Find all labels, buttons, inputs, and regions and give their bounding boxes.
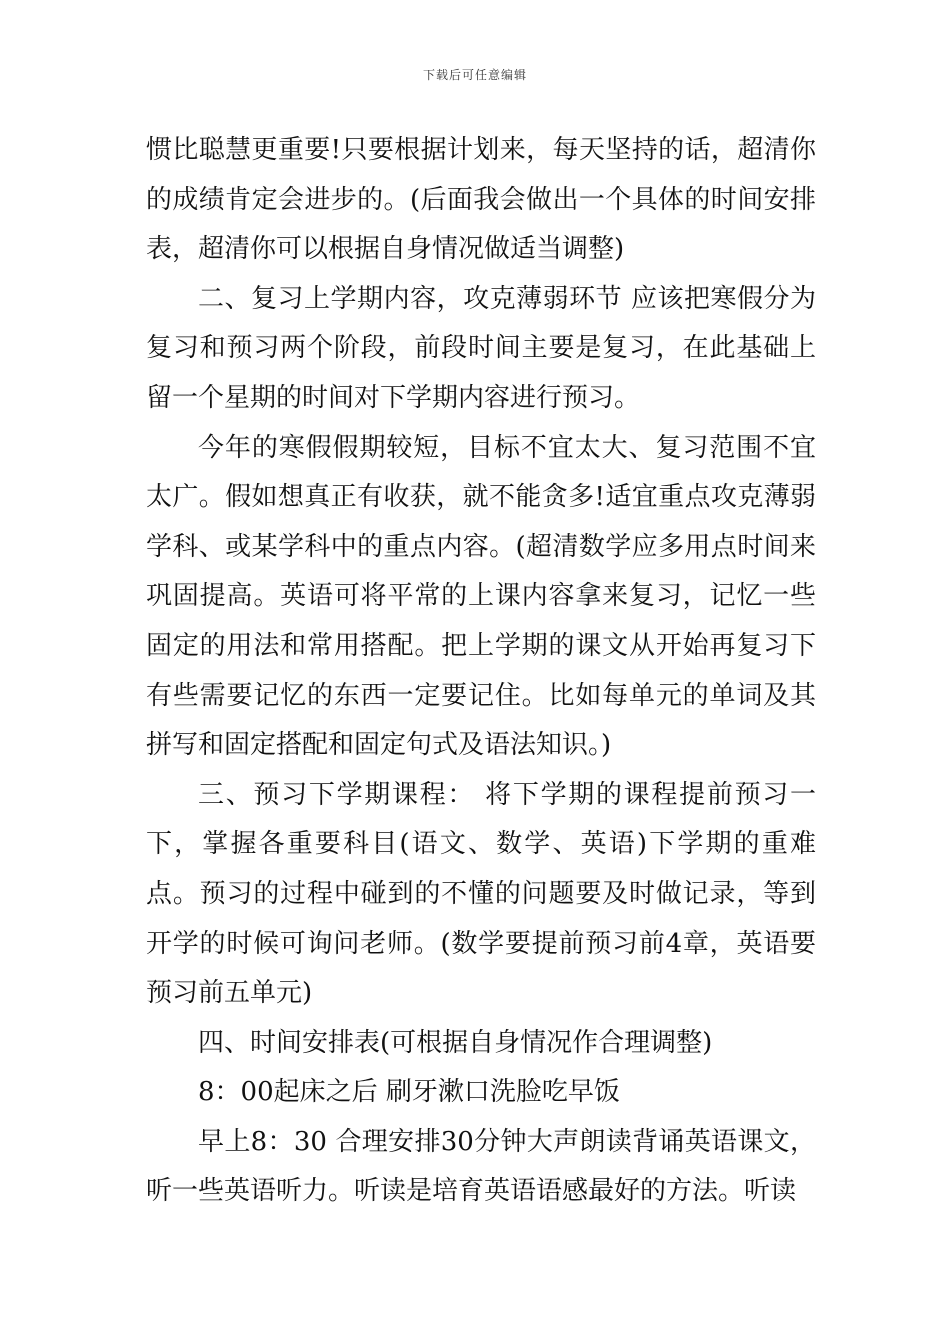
paragraph-schedule-heading: 四、时间安排表(可根据自身情况作合理调整): [198, 1027, 713, 1058]
document-body: [146, 126, 816, 1217]
paragraph-schedule-0800: 8：00起床之后 刷牙漱口洗脸吃早饭: [198, 1077, 620, 1108]
page-header: 下载后可任意编辑: [422, 68, 527, 82]
paragraph-preview-section: 三、预习下学期课程： 将下学期的课程提前预习一下，掌握各重要科目(语文、数学、英语)下学期的重难点。预习的过程中碰到的不懂的问题要及时做记录，等到开学的时候可询问老师。(数学要提前预习前4章，英语要预习前五单元): [146, 779, 816, 1009]
paragraph-review-section: 二、复习上学期内容，攻克薄弱环节 应该把寒假分为复习和预习两个阶段，前段时间主要是复习，在此基础上留一个星期的时间对下学期内容进行预习。: [146, 283, 816, 413]
paragraph-short-holiday: 今年的寒假假期较短，目标不宜太大、复习范围不宜太广。假如想真正有收获，就不能贪多!适宜重点攻克薄弱学科、或某学科中的重点内容。(超清数学应多用点时间来巩固提高。英语可将平常的上课内容拿来复习，记忆一些固定的用法和常用搭配。把上学期的课文从开始再复习下有些需要记忆的东西一定要记住。比如每单元的单词及其拼写和固定搭配和固定句式及语法知识。): [146, 432, 816, 761]
paragraph-schedule-0830: 早上8：30 合理安排30分钟大声朗读背诵英语课文，听一些英语听力。听读是培育英语语感最好的方法。听读: [146, 1126, 816, 1207]
paragraph-habit-continuation: 惯比聪慧更重要!只要根据计划来，每天坚持的话，超清你的成绩肯定会进步的。(后面我会做出一个具体的时间安排表，超清你可以根据自身情况做适当调整): [146, 135, 816, 265]
